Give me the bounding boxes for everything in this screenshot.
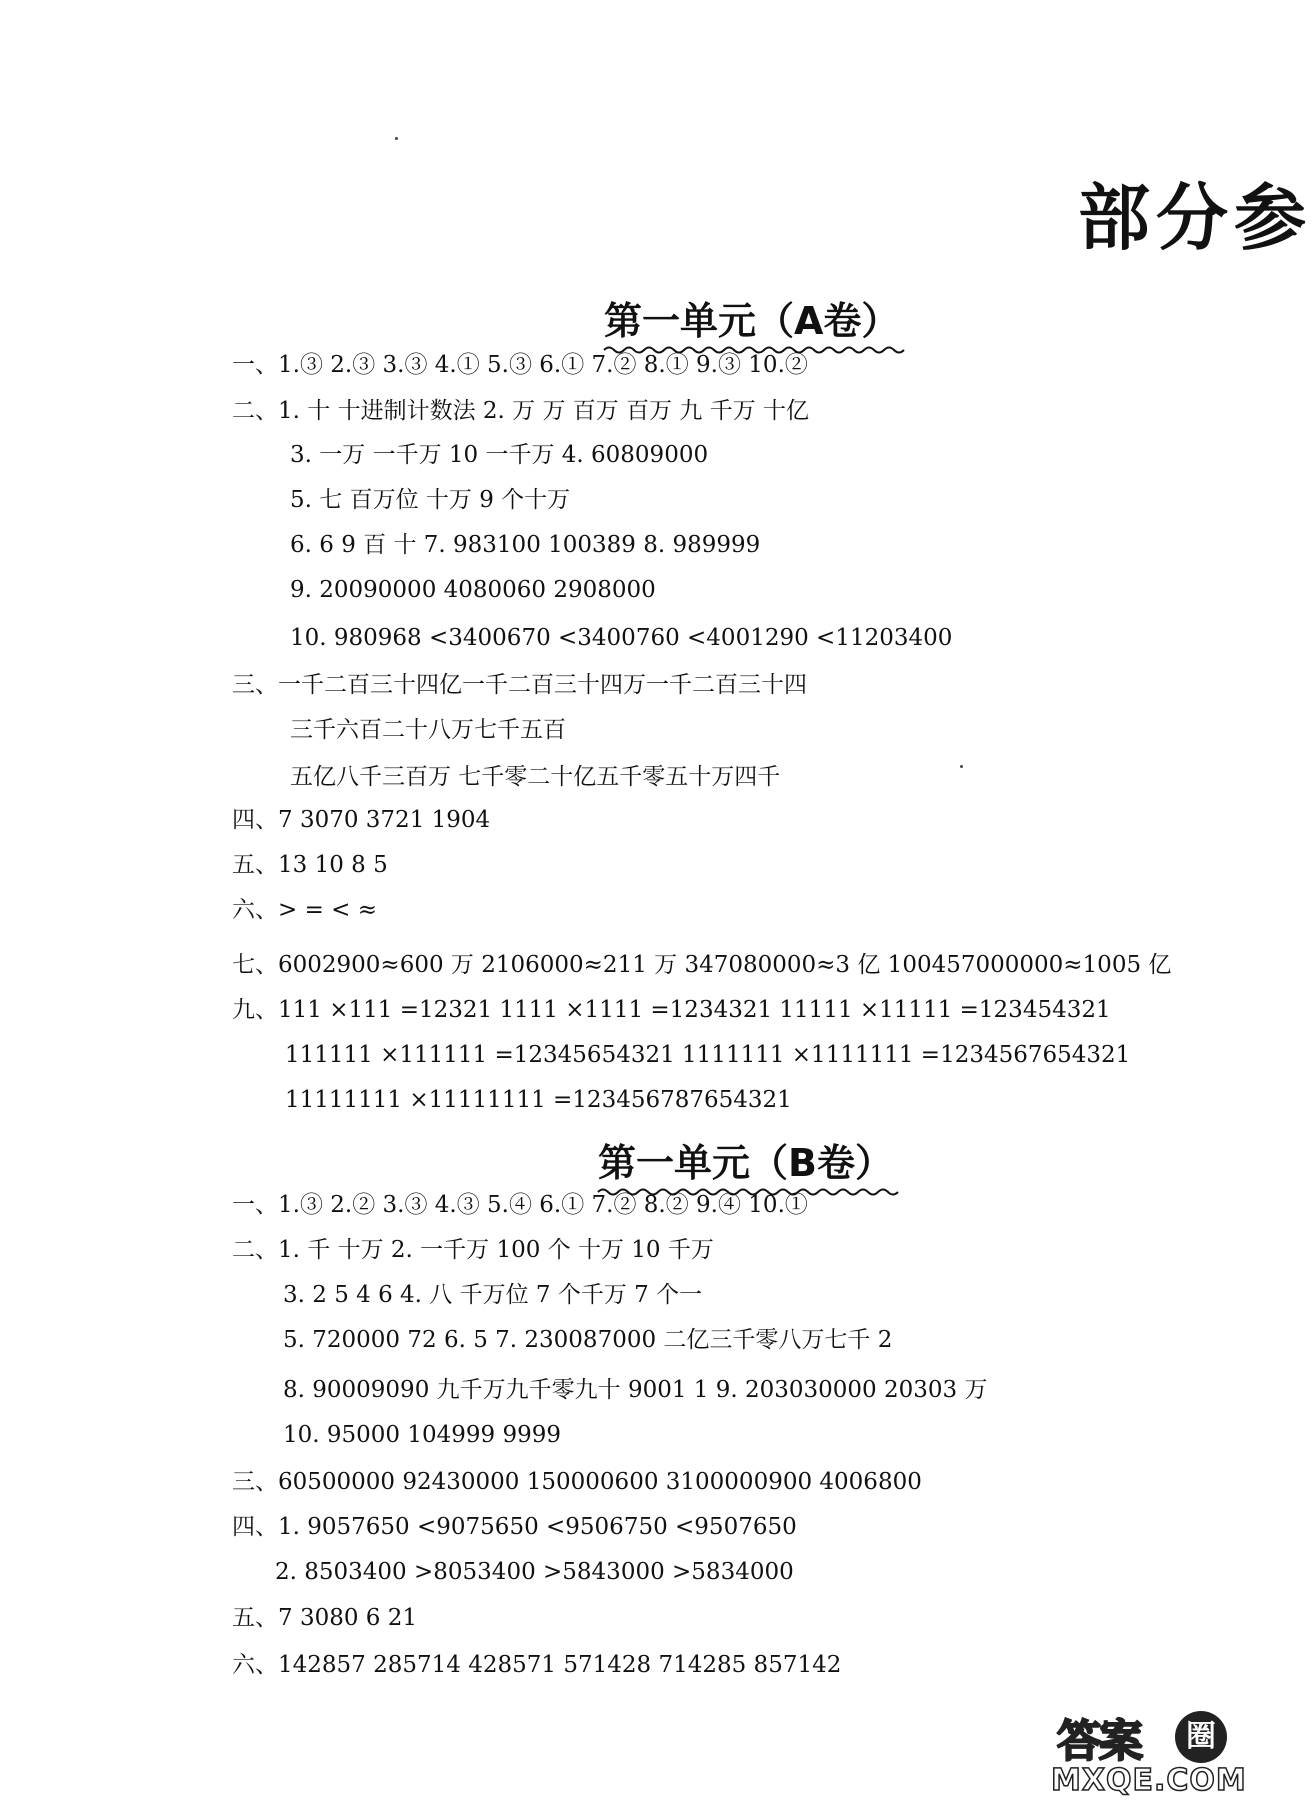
- scan-speck: [395, 137, 398, 140]
- answer-line: 3. 2 5 4 6 4. 八 千万位 7 个千万 7 个一: [283, 1282, 703, 1308]
- answer-line: 七、6002900≈600 万 2106000≈211 万 347080000≈3 亿 100457000000≈1005 亿: [232, 952, 1172, 978]
- answer-line: 2. 8503400 >8053400 >5843000 >5834000: [275, 1559, 794, 1585]
- watermark-url: MXQE.COM: [1051, 1763, 1247, 1798]
- answer-line: 五亿八千三百万 七千零二十亿五千零五十万四千: [290, 764, 781, 790]
- answer-line: 二、1. 十 十进制计数法 2. 万 万 百万 百万 九 千万 十亿: [232, 398, 809, 424]
- answer-line: 一、1.③ 2.② 3.③ 4.③ 5.④ 6.① 7.② 8.② 9.④ 10.①: [232, 1192, 808, 1218]
- answer-line: 6. 6 9 百 十 7. 983100 100389 8. 989999: [290, 532, 761, 558]
- page-title: 部分参: [1078, 176, 1312, 260]
- answer-line: 五、13 10 8 5: [232, 852, 388, 878]
- answer-line: 六、142857 285714 428571 571428 714285 857142: [232, 1652, 842, 1678]
- answer-line: 三、一千二百三十四亿一千二百三十四万一千二百三十四: [232, 672, 807, 698]
- answer-line: 六、> = < ≈: [232, 897, 378, 923]
- answer-line: 5. 720000 72 6. 5 7. 230087000 二亿三千零八万七千 2: [283, 1327, 893, 1353]
- answer-line: 5. 七 百万位 十万 9 个十万: [290, 487, 571, 513]
- watermark-top-text: 答案: [1057, 1716, 1141, 1767]
- answer-line: 10. 980968 <3400670 <3400760 <4001290 <11203400: [290, 625, 953, 651]
- answer-line: 三千六百二十八万七千五百: [290, 717, 566, 743]
- answer-line: 九、111 ×111 =12321 1111 ×1111 =1234321 11111 ×11111 =123454321: [232, 997, 1111, 1023]
- answer-line: 二、1. 千 十万 2. 一千万 100 个 十万 10 千万: [232, 1237, 714, 1263]
- answer-line: 11111111 ×11111111 =123456787654321: [285, 1087, 792, 1113]
- answer-line: 四、1. 9057650 <9075650 <9506750 <9507650: [232, 1514, 797, 1540]
- section-title-b: 第一单元（B卷）: [598, 1132, 893, 1187]
- answer-line: 3. 一万 一千万 10 一千万 4. 60809000: [290, 442, 709, 468]
- answer-line: 三、60500000 92430000 150000600 3100000900 4006800: [232, 1469, 922, 1495]
- watermark-logo: [1045, 1705, 1247, 1800]
- section-title-a: 第一单元（A卷）: [604, 290, 899, 345]
- answer-line: 8. 90009090 九千万九千零九十 9001 1 9. 203030000 20303 万: [283, 1377, 988, 1403]
- watermark-circle: 圈: [1175, 1711, 1227, 1763]
- answer-line: 10. 95000 104999 9999: [283, 1422, 562, 1448]
- answer-line: 五、7 3080 6 21: [232, 1605, 417, 1631]
- answer-line: 9. 20090000 4080060 2908000: [290, 577, 656, 603]
- scan-speck: [960, 765, 963, 768]
- answer-line: 四、7 3070 3721 1904: [232, 807, 491, 833]
- answer-line: 111111 ×111111 =12345654321 1111111 ×1111111 =1234567654321: [285, 1042, 1131, 1068]
- answer-line: 一、1.③ 2.③ 3.③ 4.① 5.③ 6.① 7.② 8.① 9.③ 10.②: [232, 352, 808, 378]
